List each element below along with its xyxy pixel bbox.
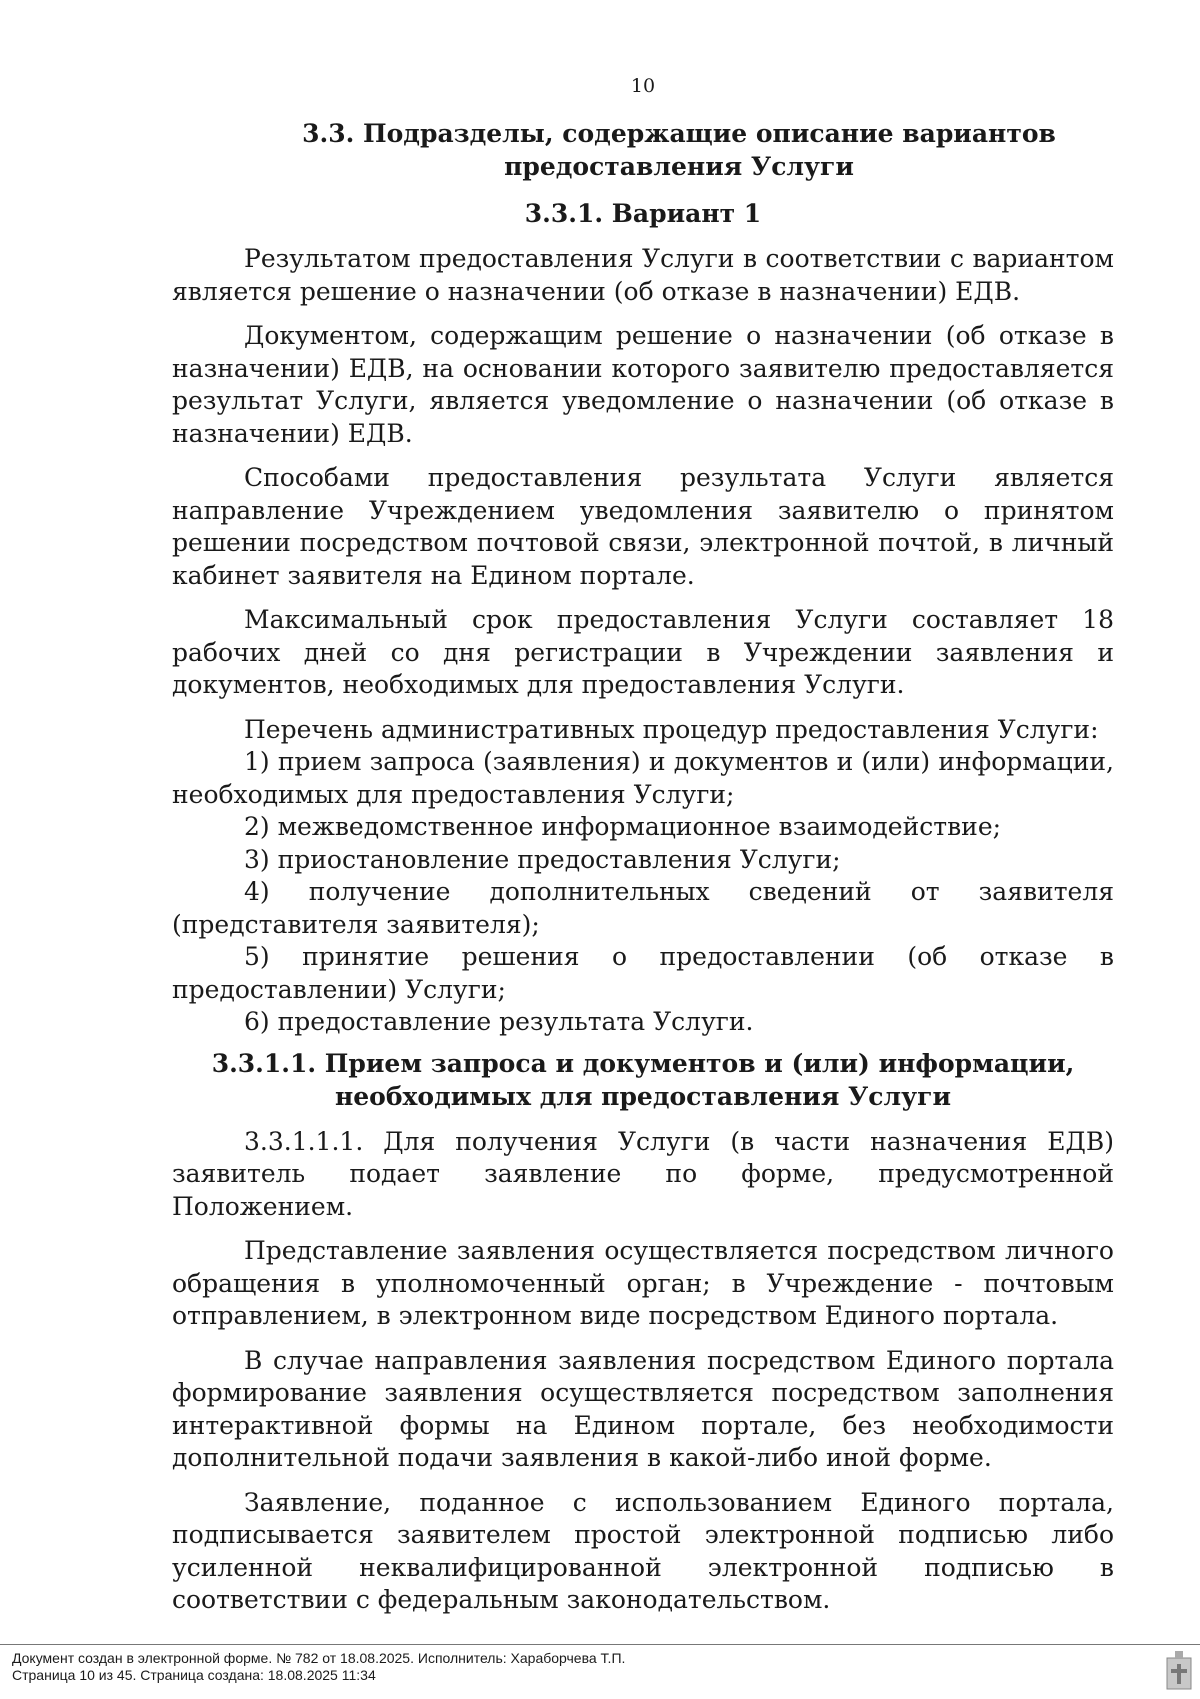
paragraph-signature: Заявление, поданное с использованием Единого портала, подписывается заявителем простой электронной подписью либо усиленной неквалифицированной электронной подписью в соответствии с федеральным законодательством. xyxy=(172,1487,1114,1614)
subsubsection-title: 3.3.1.1. Прием запроса и документов и (или) информации, необходимых для предоставления Услуги xyxy=(211,1048,1075,1111)
footer-text xyxy=(12,1650,625,1684)
paragraph-result: Результатом предоставления Услуги в соответствии с вариантом является решение о назначении (об отказе в назначении) ЕДВ. xyxy=(172,244,1114,306)
paragraph-application: 3.3.1.1.1. Для получения Услуги (в части назначения ЕДВ) заявитель подает заявление по форме, предусмотренной Положением. xyxy=(172,1126,1114,1221)
procedure-item: 4) получение дополнительных сведений от заявителя (представителя заявителя); xyxy=(172,877,1114,939)
paragraph-portal: В случае направления заявления посредством Единого портала формирование заявления осуществляется посредством заполнения интерактивной формы на Едином портале, без необходимости дополнительной подачи заявления в какой-либо иной форме. xyxy=(172,1345,1114,1472)
section-title: 3.3. Подразделы, содержащие описание вариантов предоставления Услуги xyxy=(302,119,1056,181)
procedure-item: 2) межведомственное информационное взаимодействие; xyxy=(244,812,1002,841)
coat-of-arms-icon xyxy=(1166,1649,1192,1691)
paragraph-submission: Представление заявления осуществляется посредством личного обращения в уполномоченный орган; в Учреждение - почтовым отправлением, в электронном виде посредством Единого портала. xyxy=(172,1236,1114,1330)
paragraph-methods: Способами предоставления результата Услуги является направление Учреждением уведомления заявителю о принятом решении посредством почтовой связи, электронной почтой, в личный кабинет заявителя на Едином портале. xyxy=(172,463,1114,590)
procedures-intro: Перечень административных процедур предоставления Услуги: xyxy=(244,714,1099,744)
paragraph-deadline: Максимальный срок предоставления Услуги составляет 18 рабочих дней со дня регистрации в Учреждении заявления и документов, необходимых для предоставления Услуги. xyxy=(172,605,1114,699)
document-footer xyxy=(0,1644,1200,1699)
footer-line-2: Страница 10 из 45. Страница создана: 18.08.2025 11:34 xyxy=(12,1667,376,1683)
procedure-item: 3) приостановление предоставления Услуги; xyxy=(244,844,841,874)
footer-line-1: Документ создан в электронной форме. № 782 от 18.08.2025. Исполнитель: Хараборчева Т.П. xyxy=(12,1650,626,1666)
paragraph-document: Документом, содержащим решение о назначении (об отказе в назначении) ЕДВ, на основании которого заявителю предоставляется результат Услуги, является уведомление о назначении (об отказе в назначении) ЕДВ. xyxy=(172,321,1114,448)
procedure-item: 5) принятие решения о предоставлении (об отказе в предоставлении) Услуги; xyxy=(172,942,1114,1004)
page-number: 10 xyxy=(630,75,656,97)
document-body xyxy=(172,117,1114,1617)
subsection-title: 3.3.1. Вариант 1 xyxy=(524,199,762,228)
procedure-item: 1) прием запроса (заявления) и документов и (или) информации, необходимых для предоставления Услуги; xyxy=(172,747,1114,809)
procedure-item: 6) предоставление результата Услуги. xyxy=(244,1007,754,1036)
